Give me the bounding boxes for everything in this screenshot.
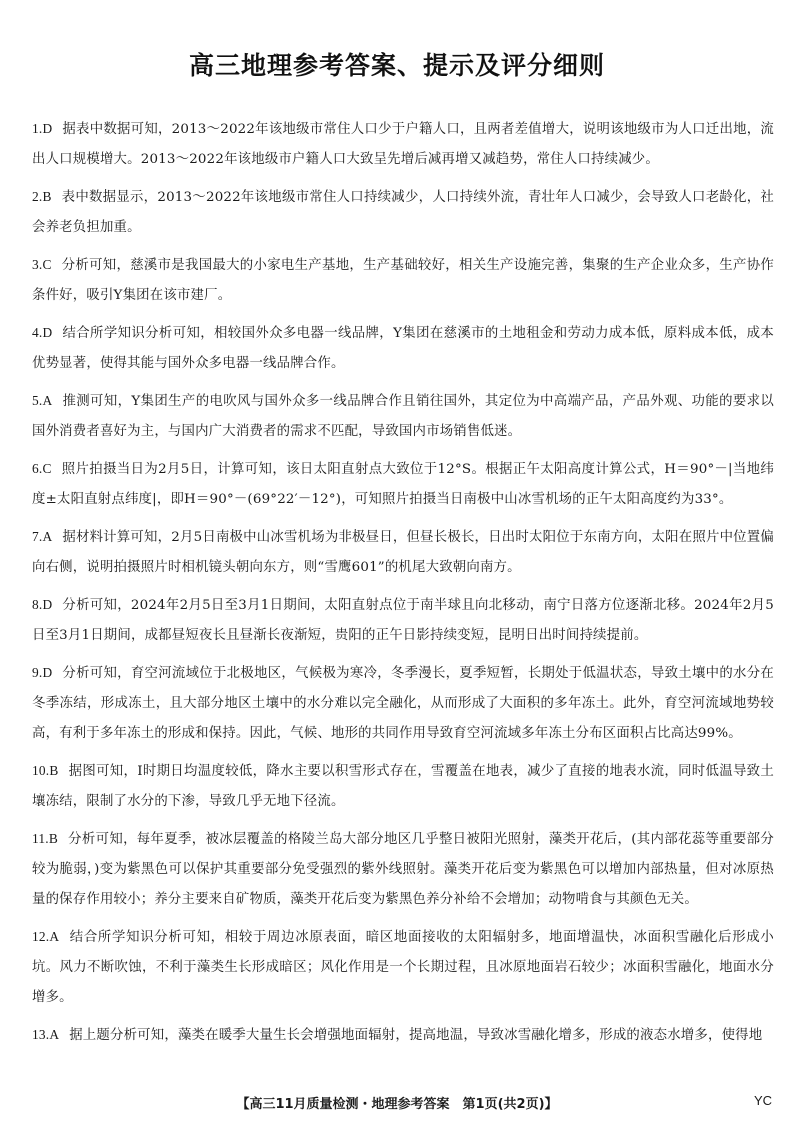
answer-number: 13.A <box>32 1027 60 1042</box>
answer-number: 9.D <box>32 665 53 680</box>
answer-number: 2.B <box>32 189 52 204</box>
answer-number: 7.A <box>32 529 53 544</box>
answer-text: 表中数据显示，2013～2022年该地级市常住人口持续减少，人口持续外流，青壮年人口减少，会导致人口老龄化，社会养老负担加重。 <box>32 190 774 235</box>
answer-item <box>32 824 774 915</box>
answer-text: 分析可知，育空河流域位于北极地区，气候极为寒冷，冬季漫长，夏季短暂，长期处于低温状态，导致土壤中的水分在冬季冻结，形成冻土，且大部分地区土壤中的水分难以完全融化，从而形成了大面积的多年冻土。此外，育空河流域地势较高，有利于多年冻土的形成和保持。因此，气候、地形的共同作用导致育空河流域多年冻土分布区面积占比高达99%。 <box>32 666 774 741</box>
answer-item <box>32 454 774 515</box>
answer-text: 分析可知，2024年2月5日至3月1日期间，太阳直射点位于南半球且向北移动，南宁日落方位逐渐北移。2024年2月5日至3月1日期间，成都昼短夜长且昼渐长夜渐短，贵阳的正午日影持续变短，昆明日出时间持续提前。 <box>32 598 774 643</box>
answer-item <box>32 756 774 817</box>
answer-item <box>32 658 774 749</box>
answer-item <box>32 1020 774 1051</box>
answer-item <box>32 318 774 379</box>
answer-text: 分析可知，慈溪市是我国最大的小家电生产基地，生产基础较好，相关生产设施完善，集聚的生产企业众多，生产协作条件好，吸引Y集团在该市建厂。 <box>32 258 774 303</box>
answer-number: 1.D <box>32 121 53 136</box>
answer-number: 6.C <box>32 461 52 476</box>
answer-text: 照片拍摄当日为2月5日，计算可知，该日太阳直射点大致位于12°S。根据正午太阳高度计算公式，H＝90°－|当地纬度±太阳直射点纬度|，即H＝90°－(69°22′－12°)，可知照片拍摄当日南极中山冰雪机场的正午太阳高度约为33°。 <box>32 462 774 507</box>
answer-number: 12.A <box>32 929 60 944</box>
answer-number: 11.B <box>32 831 58 846</box>
page-footer: 【高三11月质量检测・地理参考答案 第1页(共2页)】 <box>236 1097 558 1112</box>
answer-number: 4.D <box>32 325 53 340</box>
answer-number: 3.C <box>32 257 52 272</box>
answer-item <box>32 182 774 243</box>
answer-list <box>32 114 774 1058</box>
answer-text: 据表中数据可知，2013～2022年该地级市常住人口少于户籍人口，且两者差值增大，说明该地级市为人口迁出地，流出人口规模增大。2013～2022年该地级市户籍人口大致呈先增后减再增又减趋势，常住人口持续减少。 <box>32 122 774 167</box>
answer-text: 结合所学知识分析可知，相较国外众多电器一线品牌，Y集团在慈溪市的土地租金和劳动力成本低，原料成本低，成本优势显著，使得其能与国外众多电器一线品牌合作。 <box>32 326 774 371</box>
answer-item <box>32 386 774 447</box>
footer-code: YC <box>753 1093 772 1108</box>
answer-text: 结合所学知识分析可知，相较于周边冰原表面，暗区地面接收的太阳辐射多，地面增温快，冰面积雪融化后形成小坑。风力不断吹蚀，不利于藻类生长形成暗区；风化作用是一个长期过程，且冰原地面岩石较少；冰面积雪融化，地面水分增多。 <box>32 930 774 1005</box>
answer-text: 分析可知，每年夏季，被冰层覆盖的格陵兰岛大部分地区几乎整日被阳光照射，藻类开花后，(其内部花蕊等重要部分较为脆弱，)变为紫黑色可以保护其重要部分免受强烈的紫外线照射。藻类开花后变为紫黑色可以增加内部热量，但对冰原热量的保存作用较小；养分主要来自矿物质，藻类开花后变为紫黑色养分补给不会增加；动物啃食与其颜色无关。 <box>32 832 774 907</box>
answer-item <box>32 114 774 175</box>
answer-number: 8.D <box>32 597 53 612</box>
answer-number: 5.A <box>32 393 53 408</box>
answer-item <box>32 250 774 311</box>
answer-text: 据上题分析可知，藻类在暖季大量生长会增强地面辐射，提高地温，导致冰雪融化增多，形成的液态水增多，使得地 <box>69 1028 763 1043</box>
answer-text: 据材料计算可知，2月5日南极中山冰雪机场为非极昼日，但昼长极长，日出时太阳位于东南方向，太阳在照片中位置偏向右侧，说明拍摄照片时相机镜头朝向东方，则“雪鹰601”的机尾大致朝向南方。 <box>32 530 774 575</box>
answer-number: 10.B <box>32 763 59 778</box>
answer-text: 据图可知，Ⅰ时期日均温度较低，降水主要以积雪形式存在，雪覆盖在地表，减少了直接的地表水流，同时低温导致土壤冻结，限制了水分的下渗，导致几乎无地下径流。 <box>32 764 774 809</box>
answer-item <box>32 922 774 1013</box>
answer-text: 推测可知，Y集团生产的电吹风与国外众多一线品牌合作且销往国外，其定位为中高端产品，产品外观、功能的要求以国外消费者喜好为主，与国内广大消费者的需求不匹配，导致国内市场销售低迷。 <box>32 394 774 439</box>
answer-item <box>32 522 774 583</box>
answer-item <box>32 590 774 651</box>
page-title: 高三地理参考答案、提示及评分细则 <box>188 51 605 80</box>
